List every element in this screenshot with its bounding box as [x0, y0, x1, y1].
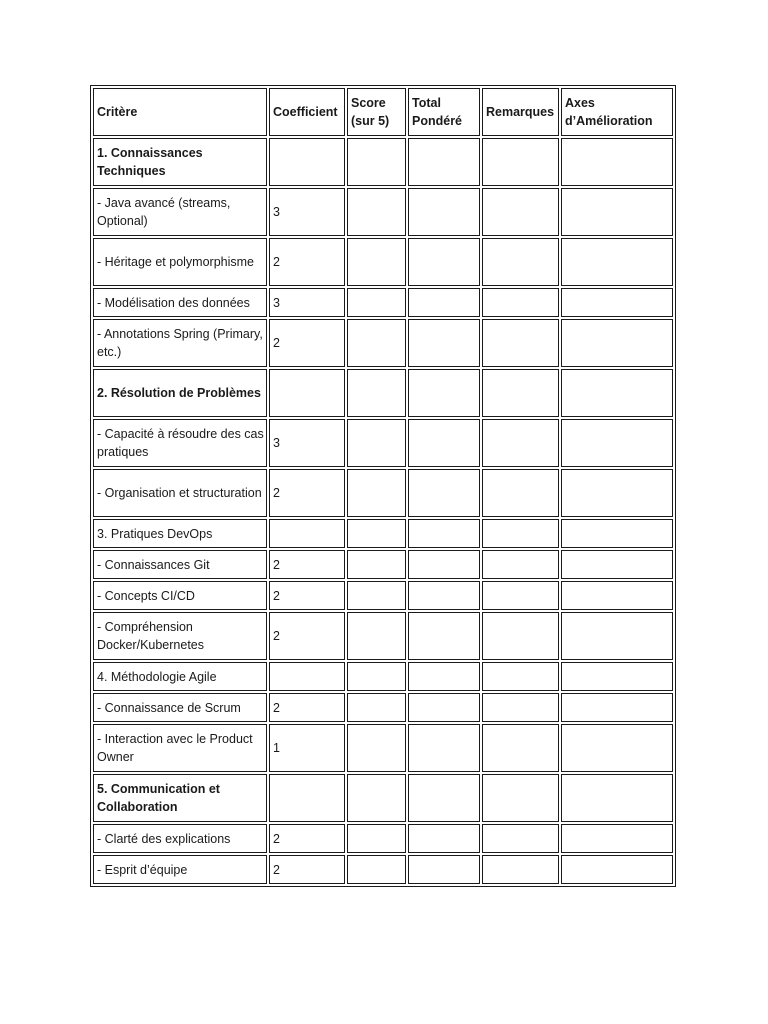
axes-cell [561, 662, 673, 691]
criterion-label: - Concepts CI/CD [93, 581, 267, 610]
remarques-cell [482, 693, 559, 722]
coefficient-cell: 3 [269, 419, 345, 467]
axes-cell [561, 693, 673, 722]
remarques-cell [482, 188, 559, 236]
header-row [93, 88, 673, 136]
remarques-cell [482, 519, 559, 548]
remarques-cell [482, 319, 559, 367]
header-coefficient: Coefficient [269, 88, 345, 136]
axes-cell [561, 469, 673, 517]
total-cell [408, 238, 480, 286]
axes-cell [561, 319, 673, 367]
coefficient-cell: 2 [269, 238, 345, 286]
total-cell [408, 550, 480, 579]
axes-cell [561, 419, 673, 467]
score-cell [347, 855, 406, 884]
score-cell [347, 519, 406, 548]
total-cell [408, 581, 480, 610]
evaluation-grid-table [90, 85, 676, 887]
evaluation-grid-container [90, 85, 676, 887]
header-score: Score (sur 5) [347, 88, 406, 136]
header-critere: Critère [93, 88, 267, 136]
coefficient-cell: 2 [269, 855, 345, 884]
axes-cell [561, 855, 673, 884]
score-cell [347, 662, 406, 691]
section-title: 5. Communication et Collaboration [93, 774, 267, 822]
table-row [93, 824, 673, 853]
score-cell [347, 469, 406, 517]
remarques-cell [482, 662, 559, 691]
axes-cell [561, 724, 673, 772]
criterion-label: - Organisation et structuration [93, 469, 267, 517]
criterion-label: - Héritage et polymorphisme [93, 238, 267, 286]
total-cell [408, 188, 480, 236]
total-cell [408, 774, 480, 822]
axes-cell [561, 612, 673, 660]
axes-cell [561, 550, 673, 579]
coefficient-cell: 2 [269, 824, 345, 853]
coefficient-cell [269, 519, 345, 548]
score-cell [347, 238, 406, 286]
total-cell [408, 519, 480, 548]
criterion-label: - Annotations Spring (Primary, etc.) [93, 319, 267, 367]
score-cell [347, 824, 406, 853]
score-cell [347, 693, 406, 722]
section-title: 3. Pratiques DevOps [93, 519, 267, 548]
remarques-cell [482, 824, 559, 853]
coefficient-cell [269, 774, 345, 822]
total-cell [408, 855, 480, 884]
axes-cell [561, 238, 673, 286]
section-row [93, 369, 673, 417]
remarques-cell [482, 288, 559, 317]
coefficient-cell: 2 [269, 581, 345, 610]
remarques-cell [482, 138, 559, 186]
coefficient-cell: 2 [269, 469, 345, 517]
section-row [93, 519, 673, 548]
axes-cell [561, 774, 673, 822]
criterion-label: - Clarté des explications [93, 824, 267, 853]
axes-cell [561, 581, 673, 610]
header-axes: Axes d’Amélioration [561, 88, 673, 136]
score-cell [347, 288, 406, 317]
table-row [93, 288, 673, 317]
coefficient-cell: 2 [269, 319, 345, 367]
score-cell [347, 724, 406, 772]
coefficient-cell [269, 138, 345, 186]
total-cell [408, 612, 480, 660]
criterion-label: - Esprit d’équipe [93, 855, 267, 884]
section-title: 4. Méthodologie Agile [93, 662, 267, 691]
header-total: Total Pondéré [408, 88, 480, 136]
axes-cell [561, 288, 673, 317]
total-cell [408, 724, 480, 772]
total-cell [408, 419, 480, 467]
axes-cell [561, 369, 673, 417]
coefficient-cell: 2 [269, 693, 345, 722]
remarques-cell [482, 469, 559, 517]
remarques-cell [482, 419, 559, 467]
score-cell [347, 581, 406, 610]
score-cell [347, 319, 406, 367]
remarques-cell [482, 369, 559, 417]
coefficient-cell: 1 [269, 724, 345, 772]
remarques-cell [482, 774, 559, 822]
table-row [93, 612, 673, 660]
total-cell [408, 469, 480, 517]
header-remarques: Remarques [482, 88, 559, 136]
coefficient-cell [269, 662, 345, 691]
score-cell [347, 419, 406, 467]
score-cell [347, 369, 406, 417]
score-cell [347, 138, 406, 186]
section-row [93, 138, 673, 186]
table-row [93, 319, 673, 367]
total-cell [408, 693, 480, 722]
table-row [93, 469, 673, 517]
table-row [93, 724, 673, 772]
criterion-label: - Connaissance de Scrum [93, 693, 267, 722]
table-row [93, 855, 673, 884]
section-title: 1. Connaissances Techniques [93, 138, 267, 186]
section-row [93, 774, 673, 822]
axes-cell [561, 138, 673, 186]
total-cell [408, 662, 480, 691]
remarques-cell [482, 612, 559, 660]
coefficient-cell: 3 [269, 288, 345, 317]
remarques-cell [482, 724, 559, 772]
axes-cell [561, 188, 673, 236]
remarques-cell [482, 550, 559, 579]
table-row [93, 238, 673, 286]
coefficient-cell: 3 [269, 188, 345, 236]
criterion-label: - Connaissances Git [93, 550, 267, 579]
total-cell [408, 138, 480, 186]
criterion-label: - Modélisation des données [93, 288, 267, 317]
score-cell [347, 612, 406, 660]
criterion-label: - Compréhension Docker/Kubernetes [93, 612, 267, 660]
table-row [93, 419, 673, 467]
score-cell [347, 774, 406, 822]
table-row [93, 188, 673, 236]
criterion-label: - Interaction avec le Product Owner [93, 724, 267, 772]
remarques-cell [482, 855, 559, 884]
score-cell [347, 188, 406, 236]
coefficient-cell: 2 [269, 550, 345, 579]
total-cell [408, 824, 480, 853]
score-cell [347, 550, 406, 579]
total-cell [408, 319, 480, 367]
table-row [93, 693, 673, 722]
remarques-cell [482, 238, 559, 286]
axes-cell [561, 519, 673, 548]
criterion-label: - Java avancé (streams, Optional) [93, 188, 267, 236]
grid-body [93, 138, 673, 884]
total-cell [408, 288, 480, 317]
coefficient-cell [269, 369, 345, 417]
section-title: 2. Résolution de Problèmes [93, 369, 267, 417]
coefficient-cell: 2 [269, 612, 345, 660]
total-cell [408, 369, 480, 417]
table-row [93, 550, 673, 579]
remarques-cell [482, 581, 559, 610]
table-row [93, 581, 673, 610]
axes-cell [561, 824, 673, 853]
criterion-label: - Capacité à résoudre des cas pratiques [93, 419, 267, 467]
section-row [93, 662, 673, 691]
